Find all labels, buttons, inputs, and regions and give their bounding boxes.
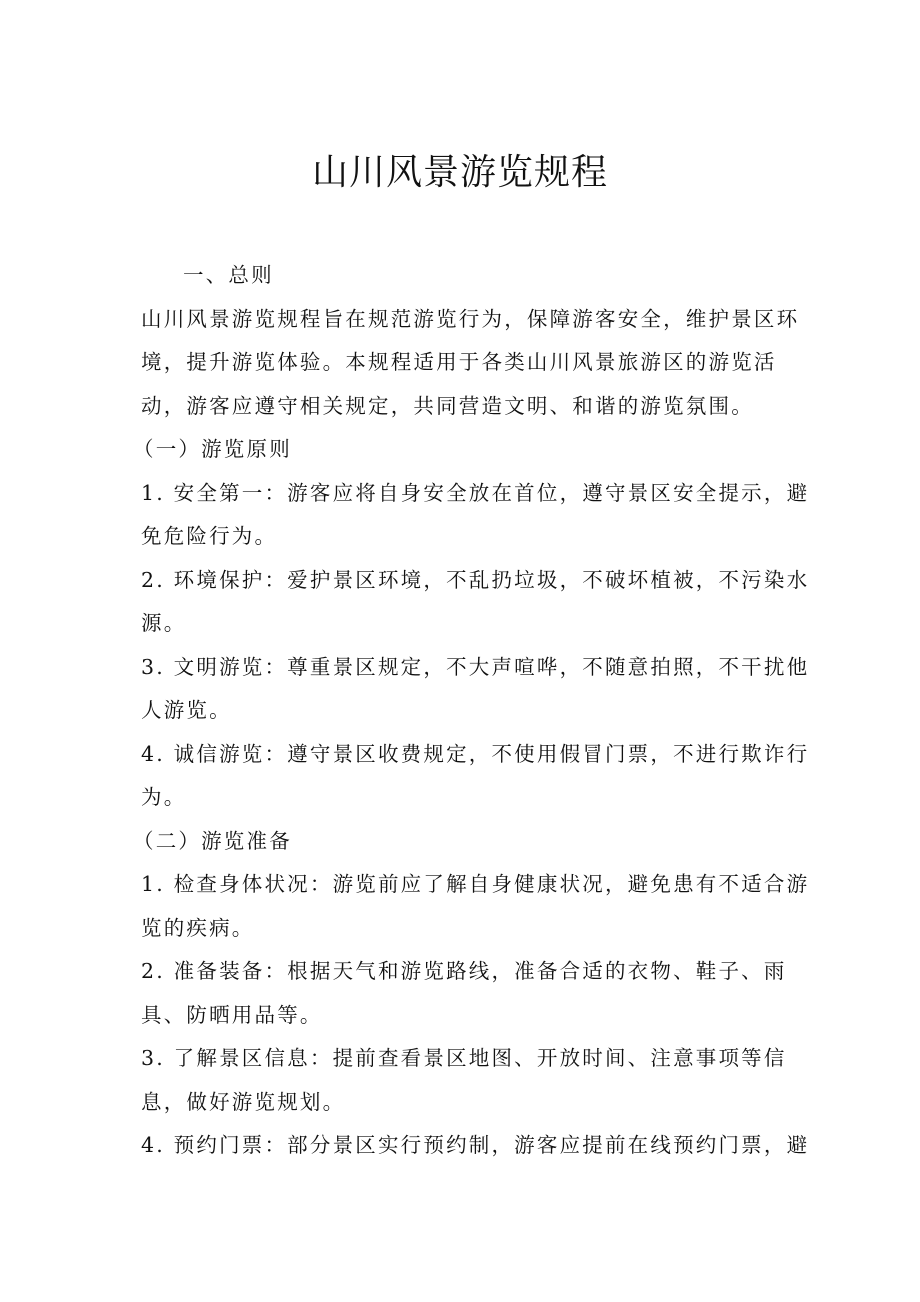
- list-item-line: 览的疾病。: [141, 915, 255, 940]
- list-item-line: 源。: [141, 611, 187, 635]
- list-item-line: 具、防晒用品等。: [141, 1002, 323, 1027]
- list-item-line: 2. 环境保护：爱护景区环境，不乱扔垃圾，不破坏植被，不污染水: [141, 567, 810, 592]
- document-body: [133, 254, 810, 1168]
- list-item-line: 息，做好游览规划。: [141, 1089, 346, 1114]
- section-heading-general: 一、总则: [183, 263, 274, 287]
- list-item-line: 3. 文明游览：尊重景区规定，不大声喧哗，不随意拍照，不干扰他: [141, 654, 810, 679]
- paragraph-line: 境，提升游览体验。本规程适用于各类山川风景旅游区的游览活: [141, 350, 777, 374]
- list-item-line: 4. 预约门票：部分景区实行预约制，游客应提前在线预约门票，避: [141, 1133, 810, 1157]
- list-item-line: 1. 检查身体状况：游览前应了解自身健康状况，避免患有不适合游: [141, 872, 810, 896]
- list-item-line: 1. 安全第一：游客应将自身安全放在首位，遵守景区安全提示，避: [141, 480, 810, 505]
- list-item-line: 人游览。: [141, 698, 232, 722]
- document-title: 山川风景游览规程: [311, 152, 608, 193]
- list-item-line: 为。: [141, 785, 187, 809]
- list-item-line: 免危险行为。: [141, 524, 278, 548]
- list-item-line: 2. 准备装备：根据天气和游览路线，准备合适的衣物、鞋子、雨: [141, 959, 787, 983]
- list-item-line: 4. 诚信游览：遵守景区收费规定，不使用假冒门票，不进行欺诈行: [141, 741, 810, 766]
- list-item-line: 3. 了解景区信息：提前查看景区地图、开放时间、注意事项等信: [141, 1046, 787, 1070]
- subsection-heading-preparation: （二）游览准备: [133, 828, 292, 853]
- paragraph-line: 山川风景游览规程旨在规范游览行为，保障游客安全，维护景区环: [141, 306, 800, 331]
- subsection-heading-principles: （一）游览原则: [133, 437, 292, 461]
- paragraph-line: 动，游客应遵守相关规定，共同营造文明、和谐的游览氛围。: [141, 393, 754, 418]
